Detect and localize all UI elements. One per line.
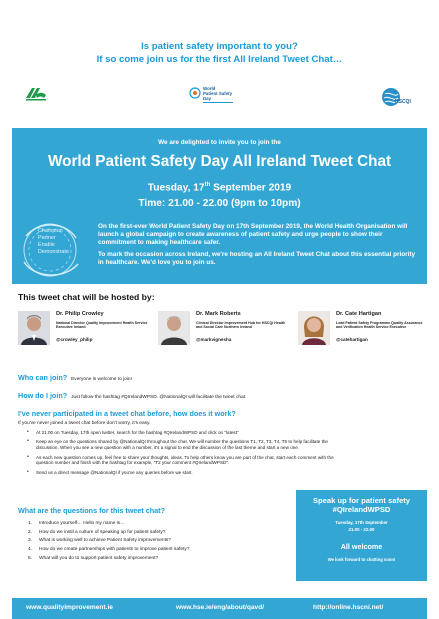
host-photo [158,311,190,345]
swirl-word: Champion [38,228,63,234]
speak-up-box [296,490,427,581]
banner-title: World Patient Safety Day All Ireland Tweet Chat [47,153,392,170]
questions-heading: What are the questions for this tweet chat? [18,506,165,515]
questions-list [18,519,268,563]
host-handle: @crowley_philip [56,337,93,342]
swirl-word: Enable [38,242,55,248]
swirl-words [38,228,69,256]
swirl-word: Demonstrate [38,249,69,255]
logo-row [0,80,439,116]
list-item: • Send us a direct message @NationalQI if you've any queries before we start. [18,470,338,476]
list-item: • At 21.00 on Tuesday, 17th open twitter, search for the hashtag #QIrelandWPSD and click on "latest" [18,430,338,436]
banner-paragraph-1: On the first-ever World Patient Safety Day on 17th September 2019, the World Health Organisation will launch a global campaign to create awareness of patient safety and urge people to show their commitment to making healthcare safer. [98,223,408,247]
banner-invite: We are delighted to invite you to join the [158,139,281,146]
speak-line-1: Speak up for patient safety [312,496,411,505]
footer-link-qi[interactable]: www.qualityimprovement.ie [26,604,113,611]
who-can-join [18,373,132,384]
wpsd-text-2: Patient Safety [203,91,233,96]
host-handle: @catehartigan [336,337,368,342]
hscqi-text: HSCQI [395,99,411,105]
footer-link-hscni[interactable]: http://online.hscni.net/ [313,604,384,611]
never-intro: If you've never joined a tweet chat before don't worry, it's easy. [18,421,151,426]
speak-time: 21.00 - 22.00 [348,527,375,532]
wpsd-text-3: Day [203,96,212,101]
footer-links [12,598,427,619]
banner-paragraph-2: To mark the occasion across Ireland, we're hosting an All Ireland Tweet Chat about this essential priority in healthcare. We'd love you to join us. [98,251,416,267]
footer-link-hse[interactable]: www.hse.ie/eng/about/qavd/ [176,604,265,611]
host-name: Dr. Philip Crowley [56,311,104,317]
instructions-list [18,430,338,479]
speak-date: Tuesday, 17th September [335,520,388,525]
swirl-word: Partner [38,235,56,241]
host-photo [18,311,50,345]
banner-time: Time: 21.00 - 22.00 (9pm to 10pm) [138,198,301,209]
list-item: 3. What is working well to achieve Patient Safety improvements? [28,538,171,544]
speak-hashtag: #QIrelandWPSD [332,505,391,514]
header [0,0,439,66]
host-role: Clinical Director Improvement Hub for HSCQI Health and Social Care Northern Ireland [196,321,286,330]
list-item: 2. How do we instil a culture of speaking up for patient safety? [28,529,166,535]
host-role: National Director Quality Improvement Health Service Executive Ireland [56,321,148,330]
how-answer: Just follow the hashtag #QIrelandWPSD. @NationalQI will facilitate the tweet chat. [71,395,247,400]
header-line-2: If so come join us for the first All Ireland Tweet Chat… [96,54,343,65]
list-item: 5. What will you do to support patient safety improvement? [28,556,159,562]
never-participated-heading: I've never participated in a tweet chat before, how does it work? [18,409,236,418]
host-photo [298,311,330,345]
header-line-1: Is patient safety important to you? [141,41,298,52]
list-item: • As each new question comes up, feel free to share your thoughts, ideas. To help others know you are part of the chat, start each comment with the question number and finish with the hashtag for example, "T2 your comment #QIrelandWPSD". [18,455,338,467]
hscqi-logo [380,86,412,113]
list-item: 4. How do we create partnerships with patients to improve patient safety? [28,547,190,553]
speak-forward: We look forward to chatting soon! [327,557,396,562]
wpsd-text-1: World [203,86,216,91]
host-handle: @markvignesha [196,337,232,342]
how-question: How do I join? [18,391,68,400]
host-name: Dr. Cate Hartigan [336,311,382,317]
who-question: Who can join? [18,373,68,382]
hosts-heading: This tweet chat will be hosted by: [18,292,155,302]
host-role: Lead Patient Safety Programme Quality Assurance and Verification Health Service Executive [336,321,423,330]
host-name: Dr. Mark Roberts [196,311,241,317]
list-item: • Keep an eye on the questions shared by @NationalQI throughout the chat. We will number the questions T1, T2, T3, T4, T5 to help facilitate the discussion. When you see a new question with a number, it's a signal to end the discussion of the last theme and start a new one. [18,439,338,451]
how-to-join [18,391,246,402]
world-patient-safety-day-logo [188,82,244,117]
who-answer: Everyone is welcome to join! [71,377,132,382]
speak-welcome: All welcome [340,542,383,551]
hse-logo-icon [25,86,47,107]
banner-date: Tuesday, 17th September 2019 [147,182,292,194]
event-banner [12,128,427,284]
list-item: 1. Introduce yourself… Hello my name is… [28,520,125,526]
